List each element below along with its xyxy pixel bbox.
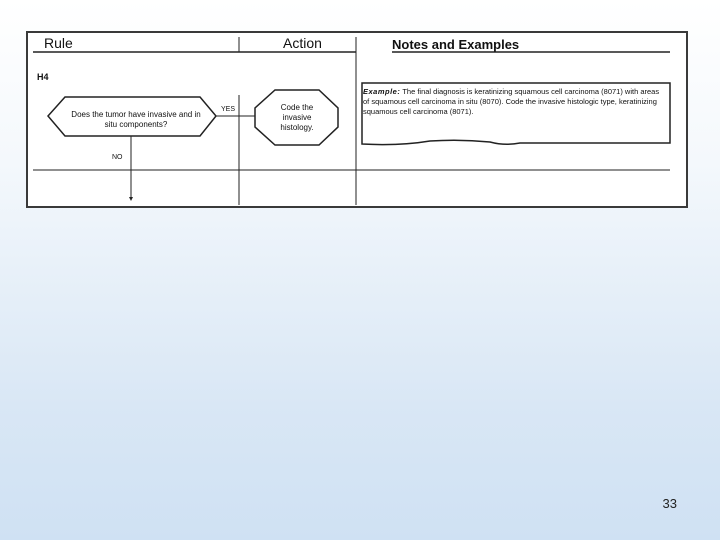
rule-header: Rule — [44, 35, 73, 51]
example-text: The final diagnosis is keratinizing squamous cell carcinoma (8071) with areas of squamous cell carcinoma in situ (8070). Code the invasive histologic type, keratinizing squamous cell carcinoma (8071). — [363, 87, 660, 116]
notes-header: Notes and Examples — [392, 37, 520, 52]
arrow-down-icon — [129, 197, 133, 201]
action-text: Code the invasive histology. — [280, 103, 314, 132]
decision-question: Does the tumor have invasive and in situ components? — [71, 110, 201, 129]
yes-label: YES — [221, 106, 236, 113]
no-label: NO — [112, 154, 123, 161]
note-text — [363, 87, 666, 117]
action-header: Action — [283, 35, 322, 51]
example-label: Example: — [363, 87, 401, 96]
rule-id-label: H4 — [37, 72, 49, 82]
page-number: 33 — [662, 496, 677, 511]
